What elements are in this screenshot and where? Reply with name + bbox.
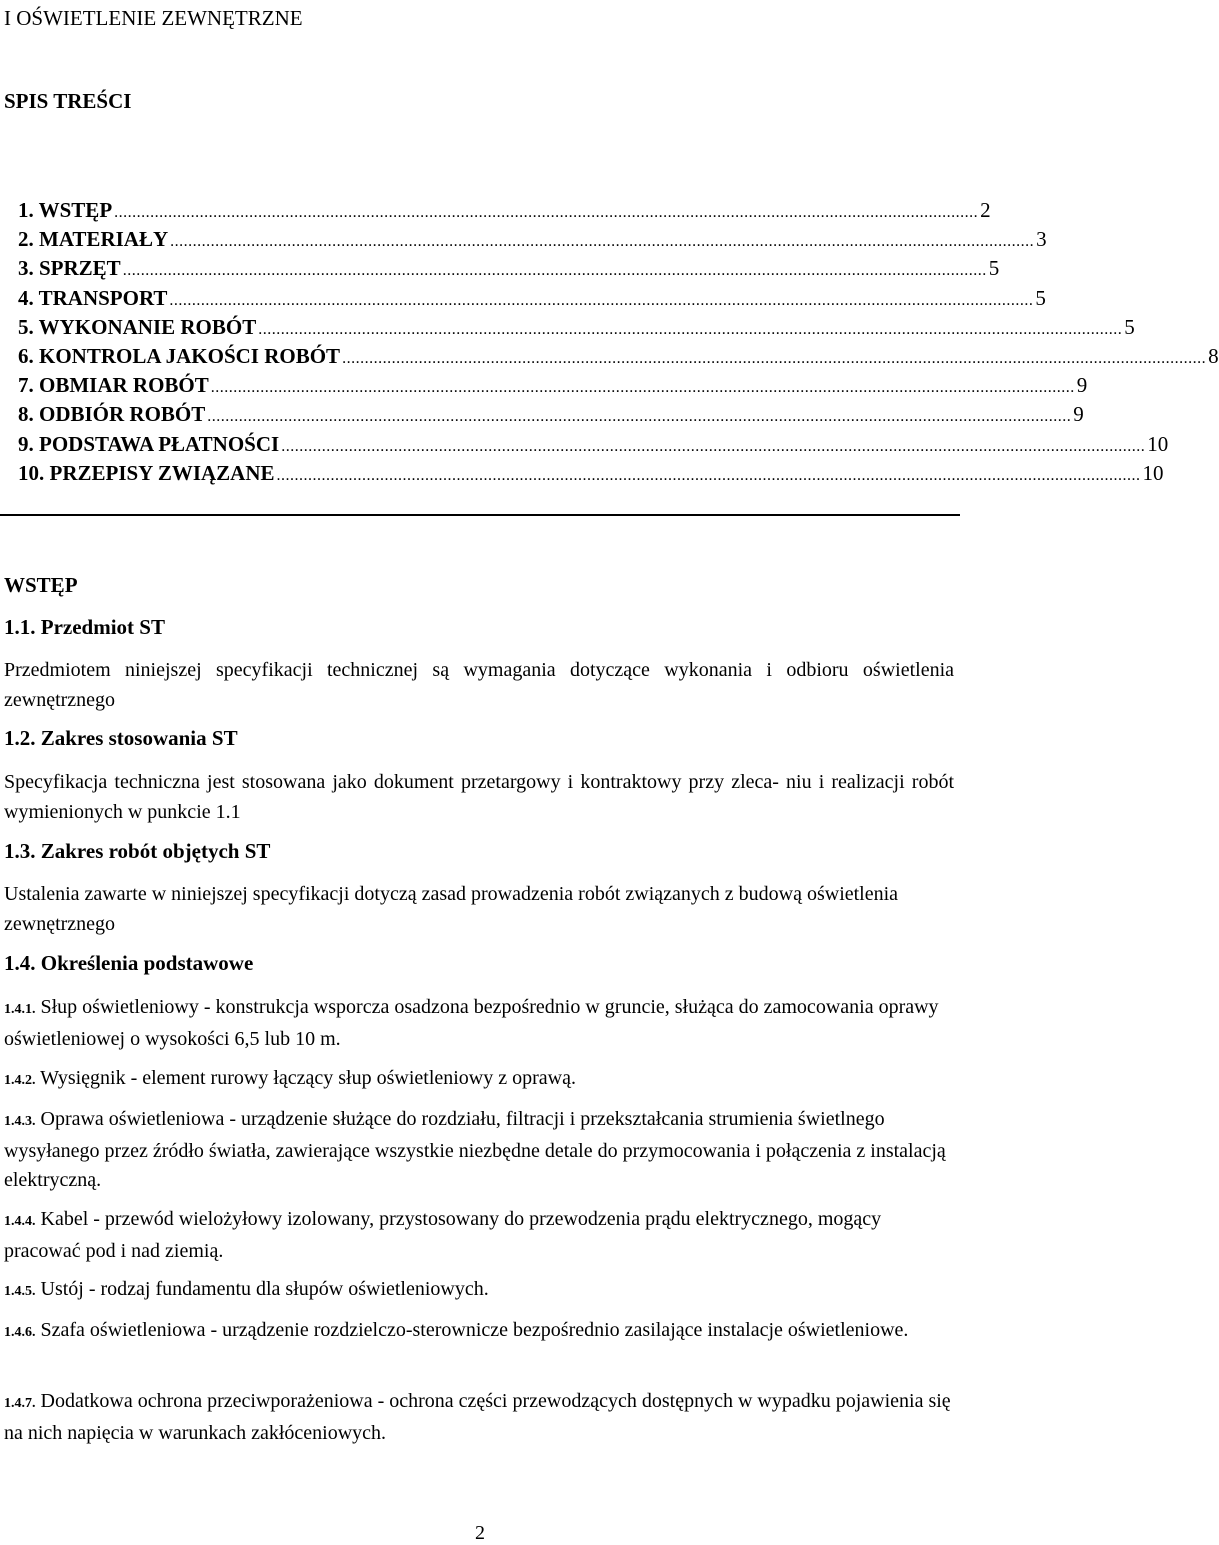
toc-leader: ................................................................................................................................................................................................ xyxy=(342,349,1207,367)
toc-entry-label: 4. TRANSPORT xyxy=(18,285,168,310)
toc-entry-page: 9 xyxy=(1076,373,1088,398)
toc-entry[interactable] xyxy=(18,431,1169,461)
definition-item xyxy=(4,1387,954,1448)
toc-entry-label: 3. SPRZĘT xyxy=(18,256,121,281)
section-heading: WSTĘP xyxy=(4,573,78,597)
paragraph: Ustalenia zawarte w niniejszej specyfikacji dotyczą zasad prowadzenia robót związanych z budową oświetlenia zewnętrznego xyxy=(4,883,899,935)
definition-text: Szafa oświetleniowa - urządzenie rozdzielczo-sterownicze bezpośrednio zasilające instalacje oświetleniowe. xyxy=(40,1319,909,1341)
definition-item xyxy=(4,1105,954,1196)
definition-text: Wysięgnik - element rurowy łączący słup oświetleniowy z oprawą. xyxy=(40,1067,576,1089)
definition-item xyxy=(4,993,954,1054)
toc-entry-page: 10 xyxy=(1142,460,1164,485)
toc-leader: ................................................................................................................................................................................................ xyxy=(210,379,1075,397)
toc-heading: SPIS TREŚCI xyxy=(4,89,132,113)
toc-entry[interactable] xyxy=(18,285,1046,315)
definition-text: Kabel - przewód wielożyłowy izolowany, przystosowany do przewodzenia prądu elektrycznego, mogący pracować pod i nad ziemią. xyxy=(4,1208,882,1262)
toc-entry-page: 5 xyxy=(1035,285,1046,310)
definition-number: 1.4.4. xyxy=(4,1214,36,1229)
definition-text: Ustój - rodzaj fundamentu dla słupów oświetleniowych. xyxy=(40,1278,489,1300)
toc-entry-label: 7. OBMIAR ROBÓT xyxy=(18,373,209,398)
definition-item xyxy=(4,1205,954,1266)
toc-entry-label: 9. PODSTAWA PŁATNOŚCI xyxy=(18,431,280,456)
toc-leader: ................................................................................................................................................................................................ xyxy=(207,408,1072,426)
toc-entry-label: 6. KONTROLA JAKOŚCI ROBÓT xyxy=(18,343,341,368)
subsection-heading: 1.2. Zakres stosowania ST xyxy=(4,726,238,750)
toc-entry[interactable] xyxy=(18,314,1135,344)
toc-entry-page: 3 xyxy=(1036,227,1047,252)
toc-entry[interactable] xyxy=(18,402,1084,431)
toc-entry[interactable] xyxy=(18,198,991,227)
toc-entry[interactable] xyxy=(18,343,1219,373)
section-divider xyxy=(0,514,960,516)
definition-item xyxy=(4,1064,954,1096)
definition-number: 1.4.1. xyxy=(4,1002,36,1017)
toc-entry[interactable] xyxy=(18,256,1000,285)
subsection-heading: 1.1. Przedmiot ST xyxy=(4,615,165,639)
paragraph: Przedmiotem niniejszej specyfikacji technicznej są wymagania dotyczące wykonania i odbioru oświetlenia zewnętrznego xyxy=(4,659,954,711)
subsection-heading: 1.4. Określenia podstawowe xyxy=(4,951,254,975)
toc-leader: ................................................................................................................................................................................................ xyxy=(169,291,1034,309)
toc-leader: ................................................................................................................................................................................................ xyxy=(258,320,1123,338)
toc-entry-page: 9 xyxy=(1073,402,1084,427)
toc-entry-label: 10. PRZEPISY ZWIĄZANE xyxy=(18,460,275,485)
subsection-heading: 1.3. Zakres robót objętych ST xyxy=(4,839,271,863)
toc-leader: ................................................................................................................................................................................................ xyxy=(114,204,979,221)
toc-entry[interactable] xyxy=(18,227,1047,256)
toc-entry-page: 8 xyxy=(1208,343,1219,368)
definition-number: 1.4.6. xyxy=(4,1325,36,1340)
toc-leader: ................................................................................................................................................................................................ xyxy=(276,466,1141,484)
toc-entry-page: 5 xyxy=(1124,314,1135,339)
document-title: I OŚWIETLENIE ZEWNĘTRZNE xyxy=(4,6,303,30)
toc-entry-page: 2 xyxy=(980,198,991,222)
definition-number: 1.4.3. xyxy=(4,1114,36,1129)
toc-leader: ................................................................................................................................................................................................ xyxy=(281,437,1146,455)
toc-leader: ................................................................................................................................................................................................ xyxy=(170,233,1035,251)
definition-item xyxy=(4,1275,954,1307)
toc-entry-label: 2. MATERIAŁY xyxy=(18,227,169,252)
page-number: 2 xyxy=(475,1522,485,1544)
definition-text: Oprawa oświetleniowa - urządzenie służące do rozdziału, filtracji i przekształcania strumienia świetlnego wysyłanego przez źródło światła, zawierające wszystkie niezbędne detale do przymocowania i połączenia z instalacją elektryczną. xyxy=(4,1108,946,1191)
toc-entry[interactable] xyxy=(18,373,1088,402)
toc-leader: ................................................................................................................................................................................................ xyxy=(122,262,987,280)
definition-text: Słup oświetleniowy - konstrukcja wsporcza osadzona bezpośrednio w gruncie, służąca do zamocowania oprawy oświetleniowej o wysokości 6,5 lub 10 m. xyxy=(4,996,939,1050)
toc-entry[interactable] xyxy=(18,460,1164,490)
toc-entry-label: 8. ODBIÓR ROBÓT xyxy=(18,402,206,427)
definition-number: 1.4.2. xyxy=(4,1073,36,1088)
definition-text: Dodatkowa ochrona przeciwporażeniowa - ochrona części przewodzących dostępnych w wypadku pojawienia się na nich napięcia w warunkach zakłóceniowych. xyxy=(4,1390,951,1444)
toc-entry-label: 1. WSTĘP xyxy=(18,198,113,222)
table-of-contents xyxy=(18,198,1219,490)
definition-item xyxy=(4,1316,954,1348)
paragraph: Specyfikacja techniczna jest stosowana jako dokument przetargowy i kontraktowy przy zleca- niu i realizacji robót wymienionych w punkcie 1.1 xyxy=(4,771,954,823)
definition-number: 1.4.7. xyxy=(4,1396,36,1411)
definition-number: 1.4.5. xyxy=(4,1284,36,1299)
toc-entry-page: 5 xyxy=(988,256,1000,281)
toc-entry-page: 10 xyxy=(1147,431,1169,456)
toc-entry-label: 5. WYKONANIE ROBÓT xyxy=(18,314,257,339)
